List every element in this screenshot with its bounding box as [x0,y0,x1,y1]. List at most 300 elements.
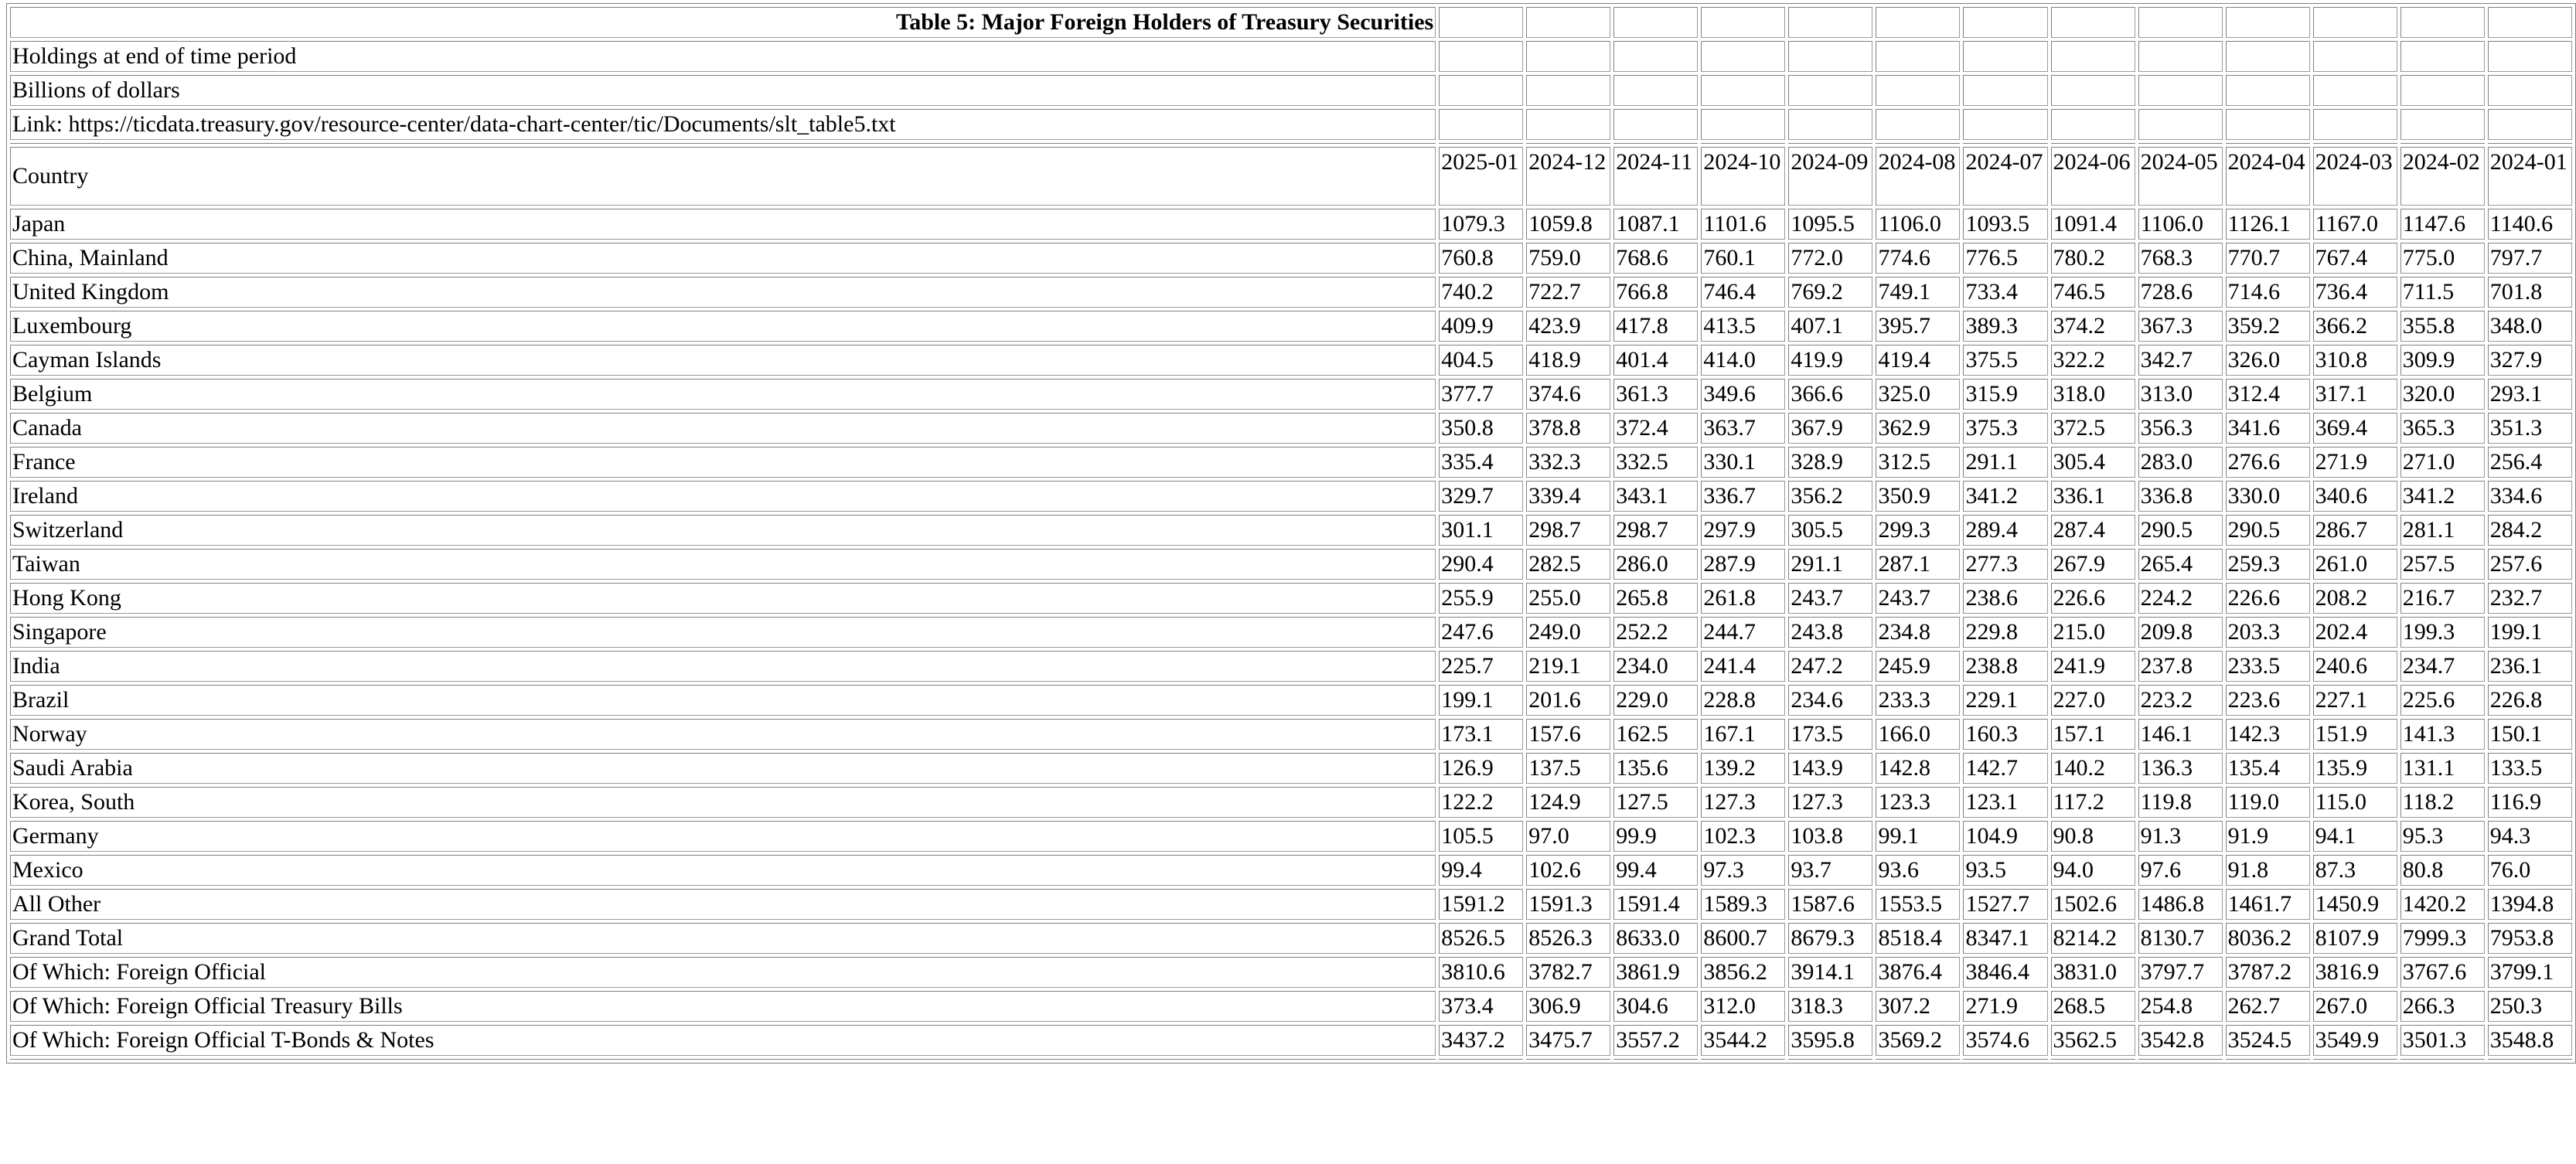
value-cell: 229.8 [1963,617,2047,648]
country-cell: Mexico [10,855,1436,886]
value-cell: 271.9 [1963,991,2047,1022]
value-cell: 99.4 [1439,855,1523,886]
separator-cell [10,143,1436,144]
value-cell: 365.3 [2401,413,2485,444]
period-header: 2024-02 [2401,147,2485,206]
empty-cell [2313,75,2397,106]
empty-cell [1876,109,1960,140]
value-cell: 249.0 [1526,617,1610,648]
value-cell: 349.6 [1701,379,1785,410]
empty-cell [1963,109,2047,140]
value-cell: 87.3 [2313,855,2397,886]
value-cell: 348.0 [2488,311,2572,342]
subtitle-row [10,41,2572,72]
value-cell: 351.3 [2488,413,2572,444]
value-cell: 123.3 [1876,787,1960,818]
value-cell: 166.0 [1876,719,1960,750]
table-row [10,651,2572,682]
value-cell: 173.5 [1788,719,1872,750]
table-row [10,991,2572,1022]
value-cell: 336.1 [2051,481,2135,512]
value-cell: 261.0 [2313,549,2397,580]
value-cell: 374.2 [2051,311,2135,342]
value-cell: 8518.4 [1876,923,1960,954]
value-cell: 122.2 [1439,787,1523,818]
value-cell: 330.1 [1701,447,1785,478]
period-header: 2024-08 [1876,147,1960,206]
value-cell: 307.2 [1876,991,1960,1022]
value-cell: 227.0 [2051,685,2135,716]
value-cell: 1450.9 [2313,889,2397,920]
value-cell: 290.5 [2226,515,2310,546]
empty-cell [1701,41,1785,72]
value-cell: 283.0 [2138,447,2223,478]
value-cell: 325.0 [1876,379,1960,410]
value-cell: 769.2 [1788,277,1872,308]
value-cell: 236.1 [2488,651,2572,682]
value-cell: 375.3 [1963,413,2047,444]
table-row [10,481,2572,512]
value-cell: 1461.7 [2226,889,2310,920]
separator-cell [1876,1059,1960,1060]
empty-cell [2051,75,2135,106]
value-cell: 215.0 [2051,617,2135,648]
empty-cell [1613,7,1698,38]
value-cell: 3542.8 [2138,1025,2223,1056]
value-cell: 312.4 [2226,379,2310,410]
period-header: 2024-10 [1701,147,1785,206]
table-row [10,413,2572,444]
country-cell: Cayman Islands [10,345,1436,376]
empty-cell [2051,7,2135,38]
period-header: 2024-12 [1526,147,1610,206]
value-cell: 238.6 [1963,583,2047,614]
value-cell: 414.0 [1701,345,1785,376]
value-cell: 367.3 [2138,311,2223,342]
value-cell: 216.7 [2401,583,2485,614]
value-cell: 208.2 [2313,583,2397,614]
empty-cell [1788,7,1872,38]
separator-cell [1701,1059,1785,1060]
value-cell: 135.6 [1613,753,1698,784]
value-cell: 3810.6 [1439,957,1523,988]
value-cell: 265.4 [2138,549,2223,580]
value-cell: 8633.0 [1613,923,1698,954]
value-cell: 237.8 [2138,651,2223,682]
value-cell: 3816.9 [2313,957,2397,988]
empty-cell [1439,109,1523,140]
value-cell: 1059.8 [1526,209,1610,240]
country-cell: India [10,651,1436,682]
value-cell: 334.6 [2488,481,2572,512]
value-cell: 3856.2 [1701,957,1785,988]
value-cell: 97.0 [1526,821,1610,852]
table-row [10,821,2572,852]
value-cell: 202.4 [2313,617,2397,648]
country-cell: Of Which: Foreign Official T-Bonds & Notes [10,1025,1436,1056]
value-cell: 234.7 [2401,651,2485,682]
separator-cell [1526,1059,1610,1060]
value-cell: 1591.4 [1613,889,1698,920]
value-cell: 136.3 [2138,753,2223,784]
value-cell: 234.8 [1876,617,1960,648]
value-cell: 226.6 [2226,583,2310,614]
country-cell: Japan [10,209,1436,240]
value-cell: 3787.2 [2226,957,2310,988]
value-cell: 268.5 [2051,991,2135,1022]
value-cell: 7999.3 [2401,923,2485,954]
empty-cell [2226,109,2310,140]
value-cell: 350.8 [1439,413,1523,444]
value-cell: 356.2 [1788,481,1872,512]
value-cell: 341.2 [2401,481,2485,512]
value-cell: 232.7 [2488,583,2572,614]
value-cell: 1587.6 [1788,889,1872,920]
empty-cell [2488,7,2572,38]
value-cell: 229.0 [1613,685,1698,716]
empty-cell [2488,109,2572,140]
value-cell: 313.0 [2138,379,2223,410]
value-cell: 304.6 [1613,991,1698,1022]
value-cell: 115.0 [2313,787,2397,818]
value-cell: 240.6 [2313,651,2397,682]
value-cell: 97.3 [1701,855,1785,886]
value-cell: 157.6 [1526,719,1610,750]
country-cell: Singapore [10,617,1436,648]
value-cell: 733.4 [1963,277,2047,308]
value-cell: 94.1 [2313,821,2397,852]
empty-cell [2488,75,2572,106]
value-cell: 1553.5 [1876,889,1960,920]
empty-cell [2488,41,2572,72]
value-cell: 3557.2 [1613,1025,1698,1056]
value-cell: 749.1 [1876,277,1960,308]
value-cell: 318.3 [1788,991,1872,1022]
value-cell: 252.2 [1613,617,1698,648]
value-cell: 209.8 [2138,617,2223,648]
value-cell: 243.7 [1788,583,1872,614]
value-cell: 377.7 [1439,379,1523,410]
empty-cell [2138,7,2223,38]
value-cell: 3569.2 [1876,1025,1960,1056]
empty-cell [1613,109,1698,140]
value-cell: 287.9 [1701,549,1785,580]
country-cell: Of Which: Foreign Official Treasury Bills [10,991,1436,1022]
value-cell: 1502.6 [2051,889,2135,920]
value-cell: 102.3 [1701,821,1785,852]
value-cell: 162.5 [1613,719,1698,750]
country-cell: Switzerland [10,515,1436,546]
value-cell: 262.7 [2226,991,2310,1022]
value-cell: 289.4 [1963,515,2047,546]
country-cell: Grand Total [10,923,1436,954]
value-cell: 330.0 [2226,481,2310,512]
value-cell: 139.2 [1701,753,1785,784]
value-cell: 244.7 [1701,617,1785,648]
value-cell: 759.0 [1526,243,1610,274]
value-cell: 3914.1 [1788,957,1872,988]
empty-cell [1876,75,1960,106]
value-cell: 1140.6 [2488,209,2572,240]
value-cell: 341.2 [1963,481,2047,512]
value-cell: 90.8 [2051,821,2135,852]
value-cell: 95.3 [2401,821,2485,852]
value-cell: 1591.2 [1439,889,1523,920]
value-cell: 97.6 [2138,855,2223,886]
country-cell: Luxembourg [10,311,1436,342]
value-cell: 131.1 [2401,753,2485,784]
value-cell: 271.0 [2401,447,2485,478]
table-row [10,957,2572,988]
empty-cell [1439,75,1523,106]
separator-row [10,1059,2572,1060]
value-cell: 1527.7 [1963,889,2047,920]
value-cell: 287.4 [2051,515,2135,546]
value-cell: 146.1 [2138,719,2223,750]
table-row [10,379,2572,410]
empty-cell [1613,143,1698,144]
value-cell: 3574.6 [1963,1025,2047,1056]
value-cell: 366.6 [1788,379,1872,410]
value-cell: 226.8 [2488,685,2572,716]
value-cell: 3782.7 [1526,957,1610,988]
value-cell: 142.8 [1876,753,1960,784]
empty-cell [1963,7,2047,38]
value-cell: 1420.2 [2401,889,2485,920]
value-cell: 135.9 [2313,753,2397,784]
value-cell: 1095.5 [1788,209,1872,240]
value-cell: 373.4 [1439,991,1523,1022]
value-cell: 241.9 [2051,651,2135,682]
value-cell: 746.4 [1701,277,1785,308]
value-cell: 201.6 [1526,685,1610,716]
value-cell: 93.5 [1963,855,2047,886]
value-cell: 776.5 [1963,243,2047,274]
value-cell: 407.1 [1788,311,1872,342]
value-cell: 126.9 [1439,753,1523,784]
separator-cell [1439,1059,1523,1060]
value-cell: 332.5 [1613,447,1698,478]
value-cell: 259.3 [2226,549,2310,580]
value-cell: 167.1 [1701,719,1785,750]
empty-cell [1526,75,1610,106]
value-cell: 701.8 [2488,277,2572,308]
value-cell: 233.3 [1876,685,1960,716]
value-cell: 797.7 [2488,243,2572,274]
empty-cell [1439,7,1523,38]
value-cell: 770.7 [2226,243,2310,274]
empty-cell [1526,41,1610,72]
value-cell: 266.3 [2401,991,2485,1022]
value-cell: 326.0 [2226,345,2310,376]
value-cell: 291.1 [1788,549,1872,580]
period-header: 2024-05 [2138,147,2223,206]
value-cell: 94.0 [2051,855,2135,886]
separator-cell [1963,1059,2047,1060]
value-cell: 255.9 [1439,583,1523,614]
empty-cell [2051,109,2135,140]
empty-cell [1526,109,1610,140]
value-cell: 1147.6 [2401,209,2485,240]
country-cell: France [10,447,1436,478]
value-cell: 257.6 [2488,549,2572,580]
empty-cell [2051,143,2135,144]
value-cell: 267.9 [2051,549,2135,580]
empty-cell [1963,75,2047,106]
value-cell: 3562.5 [2051,1025,2135,1056]
value-cell: 329.7 [1439,481,1523,512]
value-cell: 3548.8 [2488,1025,2572,1056]
value-cell: 284.2 [2488,515,2572,546]
value-cell: 223.6 [2226,685,2310,716]
value-cell: 378.8 [1526,413,1610,444]
value-cell: 766.8 [1613,277,1698,308]
value-cell: 342.7 [2138,345,2223,376]
country-cell: China, Mainland [10,243,1436,274]
value-cell: 3799.1 [2488,957,2572,988]
value-cell: 3861.9 [1613,957,1698,988]
value-cell: 91.8 [2226,855,2310,886]
value-cell: 243.8 [1788,617,1872,648]
value-cell: 93.7 [1788,855,1872,886]
value-cell: 339.4 [1526,481,1610,512]
value-cell: 199.1 [2488,617,2572,648]
value-cell: 774.6 [1876,243,1960,274]
empty-cell [2138,143,2223,144]
value-cell: 119.8 [2138,787,2223,818]
link-row [10,109,2572,140]
value-cell: 203.3 [2226,617,2310,648]
value-cell: 277.3 [1963,549,2047,580]
value-cell: 395.7 [1876,311,1960,342]
table-row [10,855,2572,886]
value-cell: 80.8 [2401,855,2485,886]
empty-cell [1701,75,1785,106]
value-cell: 290.4 [1439,549,1523,580]
table-row [10,889,2572,920]
value-cell: 8679.3 [1788,923,1872,954]
empty-cell [2401,143,2485,144]
value-cell: 312.0 [1701,991,1785,1022]
value-cell: 118.2 [2401,787,2485,818]
value-cell: 327.9 [2488,345,2572,376]
value-cell: 267.0 [2313,991,2397,1022]
country-cell: Germany [10,821,1436,852]
value-cell: 401.4 [1613,345,1698,376]
value-cell: 157.1 [2051,719,2135,750]
value-cell: 226.6 [2051,583,2135,614]
separator-cell [2488,1059,2572,1060]
value-cell: 3501.3 [2401,1025,2485,1056]
empty-cell [1876,143,1960,144]
value-cell: 91.9 [2226,821,2310,852]
empty-cell [1963,41,2047,72]
value-cell: 3831.0 [2051,957,2135,988]
table-row [10,583,2572,614]
value-cell: 241.4 [1701,651,1785,682]
table-row [10,311,2572,342]
value-cell: 312.5 [1876,447,1960,478]
value-cell: 287.1 [1876,549,1960,580]
table-row [10,753,2572,784]
separator-cell [2401,1059,2485,1060]
value-cell: 271.9 [2313,447,2397,478]
value-cell: 740.2 [1439,277,1523,308]
separator-cell [2138,1059,2223,1060]
separator-row [10,143,2572,144]
value-cell: 234.0 [1613,651,1698,682]
value-cell: 102.6 [1526,855,1610,886]
value-cell: 8347.1 [1963,923,2047,954]
value-cell: 265.8 [1613,583,1698,614]
separator-cell [2226,1059,2310,1060]
value-cell: 404.5 [1439,345,1523,376]
value-cell: 775.0 [2401,243,2485,274]
value-cell: 250.3 [2488,991,2572,1022]
value-cell: 255.0 [1526,583,1610,614]
value-cell: 199.3 [2401,617,2485,648]
value-cell: 772.0 [1788,243,1872,274]
value-cell: 261.8 [1701,583,1785,614]
value-cell: 299.3 [1876,515,1960,546]
value-cell: 225.7 [1439,651,1523,682]
value-cell: 150.1 [2488,719,2572,750]
value-cell: 366.2 [2313,311,2397,342]
value-cell: 7953.8 [2488,923,2572,954]
value-cell: 305.4 [2051,447,2135,478]
empty-cell [1876,41,1960,72]
empty-cell [1526,143,1610,144]
value-cell: 282.5 [1526,549,1610,580]
period-header: 2024-09 [1788,147,1872,206]
value-cell: 227.1 [2313,685,2397,716]
value-cell: 3437.2 [1439,1025,1523,1056]
value-cell: 419.4 [1876,345,1960,376]
country-cell: Canada [10,413,1436,444]
value-cell: 256.4 [2488,447,2572,478]
value-cell: 140.2 [2051,753,2135,784]
country-cell: Of Which: Foreign Official [10,957,1436,988]
table-units: Billions of dollars [10,75,1436,106]
value-cell: 736.4 [2313,277,2397,308]
value-cell: 375.5 [1963,345,2047,376]
value-cell: 1101.6 [1701,209,1785,240]
value-cell: 297.9 [1701,515,1785,546]
empty-cell [1526,7,1610,38]
value-cell: 1093.5 [1963,209,2047,240]
value-cell: 141.3 [2401,719,2485,750]
country-cell: Taiwan [10,549,1436,580]
value-cell: 310.8 [2313,345,2397,376]
empty-cell [1613,41,1698,72]
source-link[interactable]: Link: https://ticdata.treasury.gov/resource-center/data-chart-center/tic/Documents/slt_table5.txt [10,109,1436,140]
treasury-holders-table [6,3,2576,1064]
empty-cell [2226,41,2310,72]
value-cell: 3544.2 [1701,1025,1785,1056]
value-cell: 413.5 [1701,311,1785,342]
value-cell: 94.3 [2488,821,2572,852]
value-cell: 374.6 [1526,379,1610,410]
value-cell: 320.0 [2401,379,2485,410]
empty-cell [1439,143,1523,144]
value-cell: 767.4 [2313,243,2397,274]
empty-cell [2401,75,2485,106]
value-cell: 318.0 [2051,379,2135,410]
value-cell: 3767.6 [2401,957,2485,988]
value-cell: 135.4 [2226,753,2310,784]
value-cell: 257.5 [2401,549,2485,580]
empty-cell [2138,75,2223,106]
